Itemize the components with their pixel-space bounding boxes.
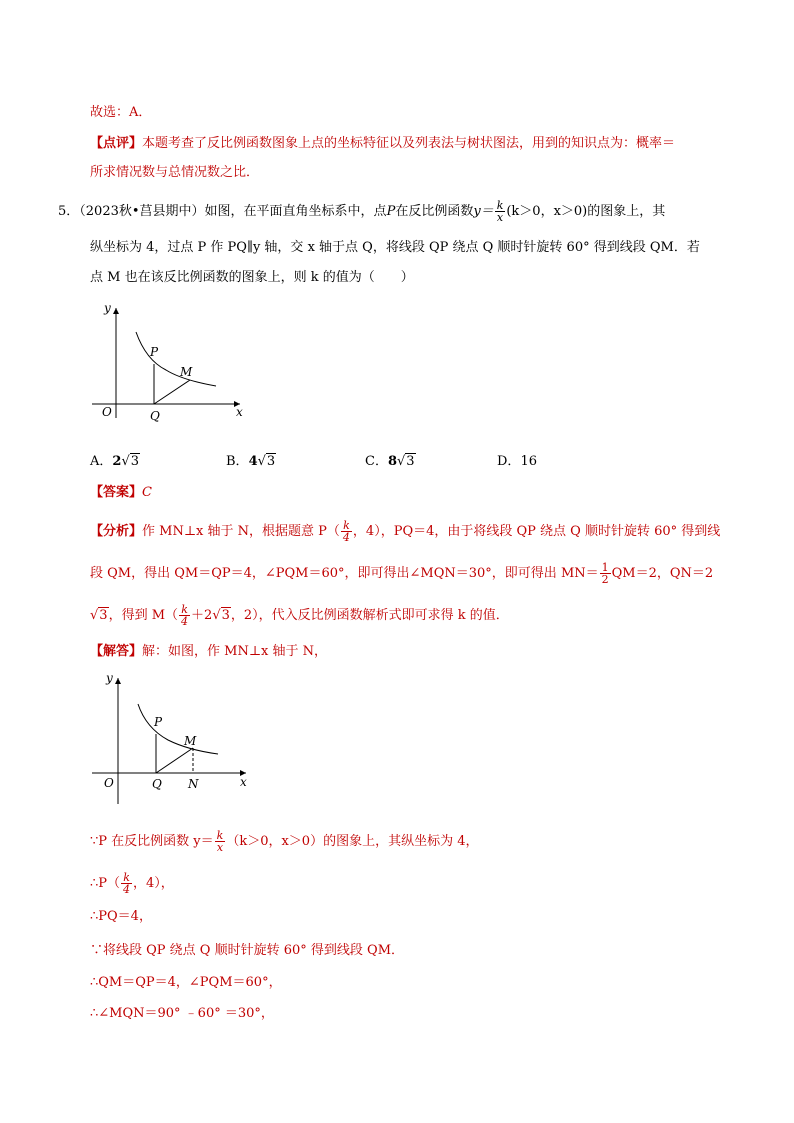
hyperbola-curve [136, 332, 216, 386]
option-c[interactable] [365, 452, 416, 472]
half-fraction [600, 562, 611, 585]
point-p: P [386, 204, 396, 219]
analysis-text: ，2），代入反比例函数解析式即可求得 k 的值． [230, 608, 509, 623]
sqrt-symbol: √3 [90, 608, 108, 623]
comment-tag: 【点评】 [90, 136, 143, 151]
option-a[interactable] [90, 452, 140, 472]
prev-comment-line-2: 所求情况数与总情况数之比． [90, 165, 260, 180]
analysis-fraction [179, 604, 190, 627]
option-c-label: C． [365, 454, 388, 469]
option-b-coef: 4 [248, 454, 258, 469]
question-number: 5． [58, 204, 80, 219]
frac-num: k [179, 604, 190, 616]
figure-1-graph [90, 298, 270, 433]
solution-text: 解：如图，作 MN⊥x 轴于 N， [142, 644, 328, 659]
solution-text: （k＞0，x＞0）的图象上，其纵坐标为 4， [226, 834, 479, 849]
label-m: M [180, 365, 193, 379]
question-line-1 [58, 200, 665, 223]
analysis-line-3 [90, 604, 509, 627]
sqrt-symbol: √3 [121, 454, 140, 469]
fn-condition: (k＞0，x＞0) [506, 204, 588, 219]
solution-tag: 【解答】 [90, 644, 143, 659]
option-a-rad: 3 [130, 454, 140, 469]
analysis-text: QM＝2，QN＝2 [611, 566, 714, 581]
option-b-rad: 3 [266, 454, 276, 469]
fn-y: y＝ [473, 204, 494, 219]
frac-den: x [216, 841, 224, 854]
rad: 3 [99, 608, 108, 623]
question-line-3: 点 M 也在该反比例函数的图象上，则 k 的值为（ ） [90, 270, 414, 285]
frac-den: 2 [601, 573, 609, 586]
answer-tag: 【答案】 [90, 485, 143, 500]
option-a-label: A． [90, 454, 113, 469]
question-source: （2023秋•莒县期中） [79, 204, 205, 219]
figure-2-graph [90, 672, 270, 807]
label-y: y [106, 672, 113, 685]
analysis-text: ，4），PQ＝4，由于将线段 QP 绕点 Q 顺时针旋转 60° 得到线 [352, 524, 721, 539]
label-o: O [102, 405, 112, 419]
sqrt-symbol: √3 [257, 454, 276, 469]
label-p: P [154, 715, 163, 729]
solution-step-1 [90, 830, 478, 853]
solution-text: ，4）， [133, 876, 174, 891]
prev-answer: 故选：A． [90, 105, 152, 120]
option-d[interactable] [497, 452, 537, 472]
solution-step-4: ∵将线段 QP 绕点 Q 顺时针旋转 60° 得到线段 QM． [90, 943, 404, 958]
option-c-rad: 3 [406, 454, 415, 469]
hyperbola-curve [138, 704, 218, 754]
question-text: 如图，在平面直角坐标系中，点 [204, 204, 387, 219]
comment-text-1: 本题考查了反比例函数图象上点的坐标特征以及列表法与树状图法，用到的知识点为：概率＝ [142, 136, 676, 151]
frac-den: 4 [123, 883, 131, 896]
analysis-tag: 【分析】 [90, 524, 143, 539]
sqrt-symbol: √3 [212, 608, 230, 623]
label-p: P [150, 345, 159, 359]
option-c-coef: 8 [387, 454, 397, 469]
question-text: 的图象上，其 [587, 204, 666, 219]
solution-step-5: ∴QM＝QP＝4，∠PQM＝60°， [90, 975, 282, 990]
analysis-line-1 [90, 520, 720, 543]
analysis-text: ＋2 [191, 608, 213, 623]
option-d-label: D． [497, 454, 521, 469]
label-y: y [104, 301, 111, 315]
solution-text: ∴P（ [90, 876, 121, 891]
prev-answer-line [90, 103, 151, 123]
frac-num: 1 [601, 561, 609, 574]
frac-num: k [341, 520, 352, 532]
label-x: x [236, 405, 243, 419]
frac-den: 4 [342, 531, 350, 544]
segment-qm [154, 380, 190, 404]
label-n: N [188, 777, 199, 791]
option-b-label: B． [226, 454, 249, 469]
label-x: x [240, 775, 247, 789]
question-text: 在反比例函数 [395, 204, 474, 219]
solution-step-2 [90, 872, 174, 895]
label-q: Q [152, 777, 162, 791]
solution-step-3: ∴PQ＝4， [90, 909, 152, 924]
analysis-fraction [341, 520, 352, 543]
segment-qm [156, 748, 193, 773]
analysis-text: 作 MN⊥x 轴于 N，根据题意 P（ [142, 524, 340, 539]
fn-fraction [495, 200, 506, 223]
fn-num: k [496, 199, 504, 212]
prev-comment-line-1 [90, 134, 675, 154]
solution-text: ∵P 在反比例函数 y＝ [90, 834, 214, 849]
frac-den: 4 [181, 615, 189, 628]
rad: 3 [221, 608, 230, 623]
sqrt-symbol: √3 [397, 454, 415, 469]
frac-num: k [121, 872, 132, 884]
answer-value: C [142, 485, 152, 500]
solution-step-6: ∴∠MQN＝90° ﹣60° ＝30°， [90, 1006, 274, 1021]
answer-line [90, 483, 152, 503]
label-q: Q [150, 409, 160, 423]
label-o: O [104, 776, 114, 790]
solution-fraction [215, 830, 226, 853]
option-b[interactable] [226, 452, 276, 472]
solution-line-1 [90, 642, 327, 662]
solution-fraction [121, 872, 132, 895]
label-m: M [184, 734, 197, 748]
analysis-text: 段 QM，得出 QM＝QP＝4，∠PQM＝60°，即可得出∠MQN＝30°，即可得出 MN＝ [90, 566, 599, 581]
frac-num: k [216, 829, 224, 842]
option-d-value: 16 [520, 454, 537, 469]
option-a-coef: 2 [112, 454, 122, 469]
fn-den: x [496, 211, 504, 224]
analysis-line-2 [90, 562, 713, 585]
question-line-2: 纵坐标为 4，过点 P 作 PQ∥y 轴，交 x 轴于点 Q，将线段 QP 绕点 Q 顺时针旋转 60° 得到线段 QM．若 [90, 240, 700, 255]
analysis-text: ，得到 M（ [108, 608, 179, 623]
